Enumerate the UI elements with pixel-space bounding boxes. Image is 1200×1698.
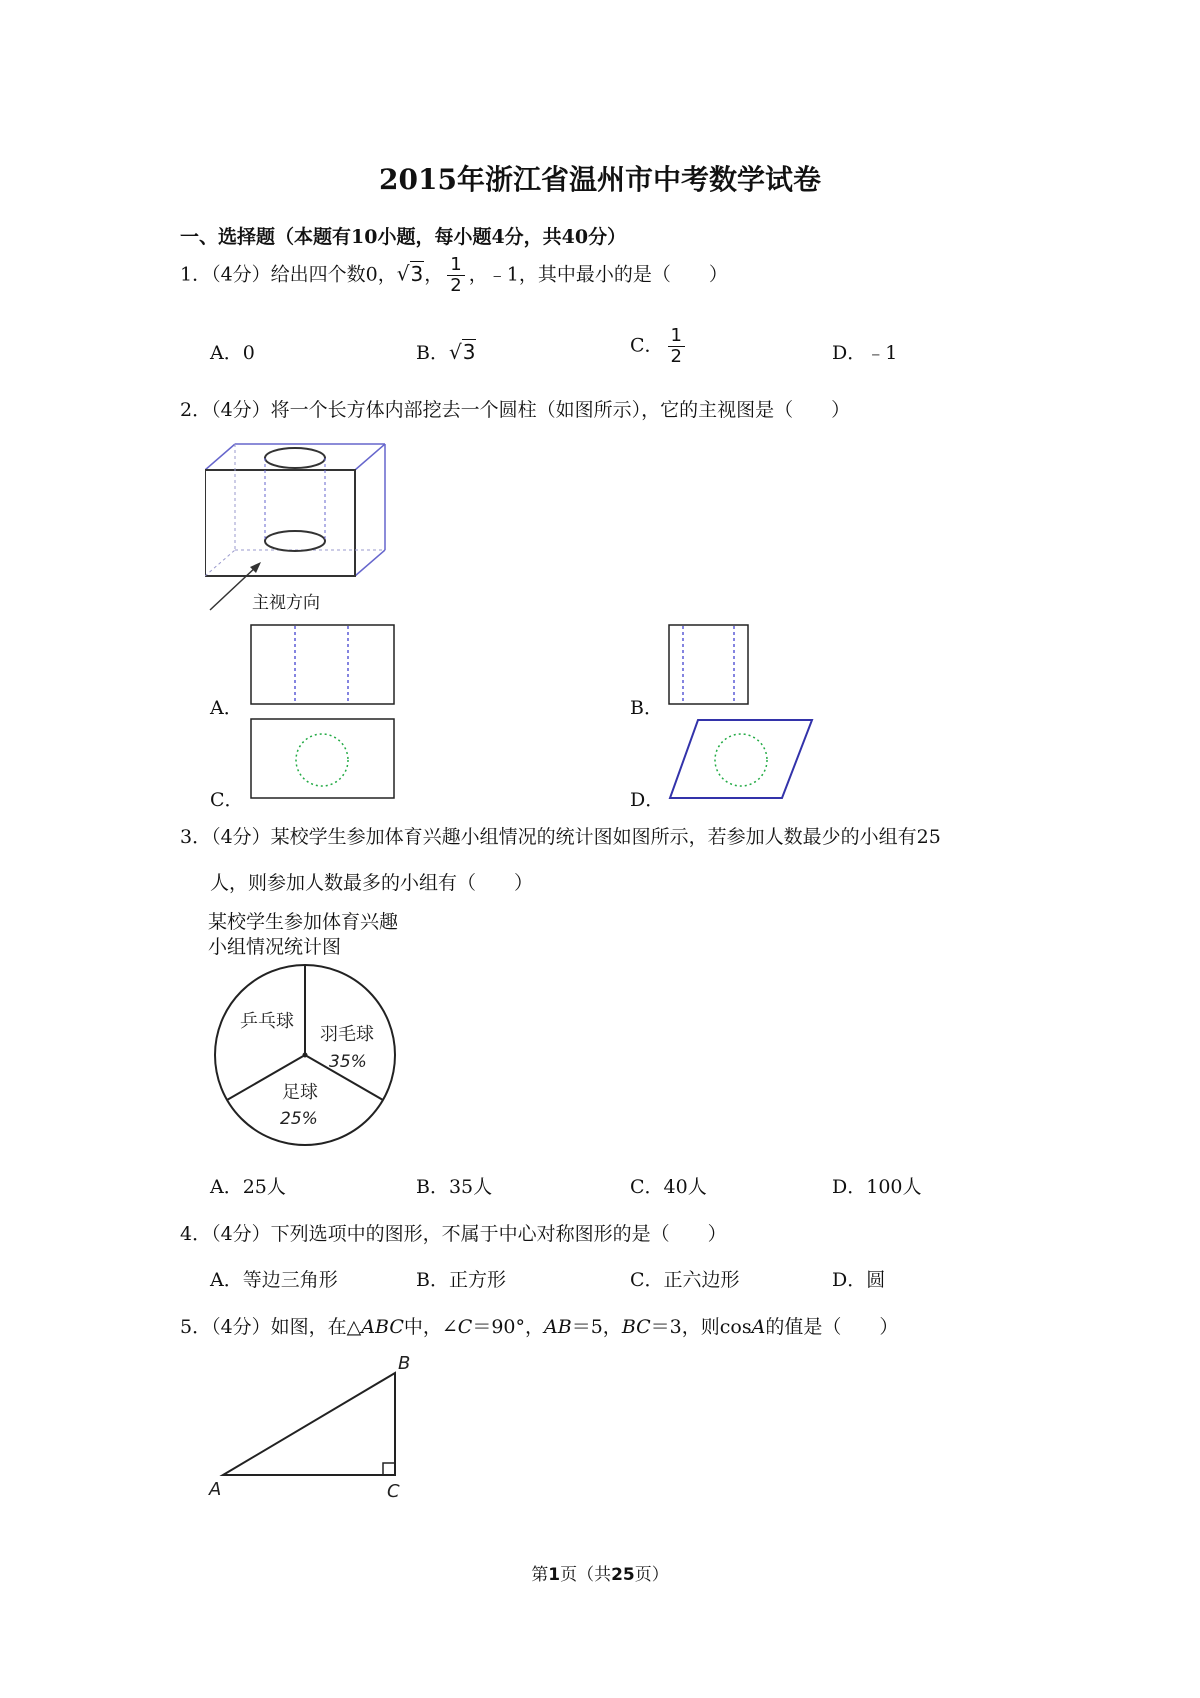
direction-label: 主视方向 — [252, 593, 320, 613]
page-footer: 第1页（共25页） — [531, 1565, 669, 1585]
q2-option-c: C． — [210, 789, 244, 811]
q4-option-d: D．圆 — [832, 1269, 886, 1291]
pie-chart — [210, 960, 400, 1150]
slice-value-football: 25% — [280, 1109, 318, 1129]
q1-option-c: C． $\frac{1}{2}$ — [630, 326, 689, 367]
q3-option-b: B．35人 — [416, 1176, 493, 1198]
right-angle-mark — [383, 1463, 395, 1475]
q3-option-d: D．100人 — [832, 1176, 922, 1198]
vertex-a-label: A — [209, 1479, 222, 1500]
slice-value-badminton: 35% — [329, 1052, 367, 1072]
slice-label-badminton: 羽毛球 — [320, 1024, 374, 1045]
q3-option-c: C．40人 — [630, 1176, 707, 1198]
q3-option-a: A．25人 — [210, 1176, 286, 1198]
chart-title-line2: 小组情况统计图 — [208, 936, 342, 958]
fraction-half: $\frac{1}{2}$ — [447, 255, 464, 296]
q1-option-a: A．0 — [210, 342, 255, 364]
slice-label-pingpong: 乒乓球 — [240, 1011, 294, 1032]
q1-option-d: D．﹣1 — [832, 342, 898, 364]
question-3-stem-line1: 3．（4分）某校学生参加体育兴趣小组情况的统计图如图所示，若参加人数最少的小组有25 — [180, 826, 941, 848]
q2-option-b-figure — [668, 624, 752, 708]
right-triangle-figure — [205, 1355, 425, 1505]
q2-option-d-figure — [668, 718, 818, 802]
q4-option-b: B．正方形 — [416, 1269, 506, 1291]
page-title: 2015年浙江省温州市中考数学试卷 — [379, 163, 821, 196]
slice-label-football: 足球 — [282, 1082, 318, 1103]
question-1-stem: 1．（4分）给出四个数0，√3， $\frac{1}{2}$ ，﹣1，其中最小的是（ ） — [180, 254, 728, 296]
total-pages: 25 — [611, 1565, 635, 1585]
vertex-c-label: C — [387, 1481, 400, 1502]
q1-option-b: B．√3 — [416, 340, 476, 364]
section-heading: 一、选择题（本题有10小题，每小题4分，共40分） — [180, 226, 627, 248]
current-page: 1 — [548, 1565, 561, 1585]
triangle — [223, 1373, 395, 1475]
q4-option-c: C．正六边形 — [630, 1269, 740, 1291]
q2-option-a: A． — [210, 697, 243, 719]
q2-option-d: D． — [630, 789, 665, 811]
q2-option-a-figure — [250, 624, 398, 708]
question-4-stem: 4．（4分）下列选项中的图形，不属于中心对称图形的是（ ） — [180, 1223, 727, 1245]
q4-option-a: A．等边三角形 — [210, 1269, 338, 1291]
q2-option-c-figure — [250, 718, 398, 802]
question-3-stem-line2: 人，则参加人数最多的小组有（ ） — [210, 872, 534, 894]
sqrt-3: √3 — [396, 261, 424, 286]
q2-option-b: B． — [630, 697, 663, 719]
vertex-b-label: B — [398, 1355, 411, 1374]
question-2-stem: 2．（4分）将一个长方体内部挖去一个圆柱（如图所示），它的主视图是（ ） — [180, 399, 851, 421]
chart-title-line1: 某校学生参加体育兴趣 — [208, 911, 399, 933]
question-5-stem: 5．（4分）如图，在△ABC中，∠C＝90°，AB＝5，BC＝3，则cosA的值是（ ） — [180, 1316, 899, 1338]
